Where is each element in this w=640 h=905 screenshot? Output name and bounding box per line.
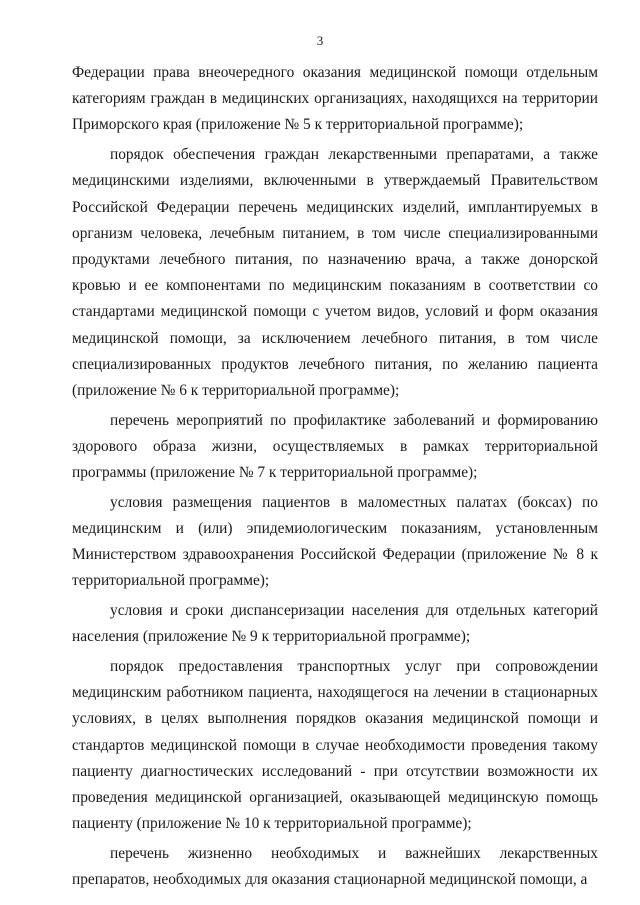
paragraph-continuation: Федерации права внеочередного оказания медицинской помощи отдельным категориям граждан в медицинских организациях, находящихся на территории Приморского края (приложение № 5 к территориальной программе);	[72, 64, 598, 134]
page-number: 3	[316, 33, 324, 48]
document-body	[72, 60, 598, 893]
paragraph-dispensary-conditions: условия и сроки диспансеризации населения для отдельных категорий населения (приложение № 9 к территориальной программе);	[72, 602, 598, 646]
paragraph-ward-conditions: условия размещения пациентов в маломестных палатах (боксах) по медицинским и (или) эпидемиологическим показаниям, установленным Министерством здравоохранения Российской Федерации (приложение № 8 к территориальной программе);	[72, 493, 598, 590]
paragraph-medicines-order: порядок обеспечения граждан лекарственными препаратами, а также медицинскими изделиями, включенными в утверждаемый Правительством Российской Федерации перечень медицинских изделий, имплантируемых в организм человека, лечебным питанием, в том числе специализированными продуктами лечебного питания, по назначению врача, а также донорской кровью и ее компонентами по медицинским показаниям в соответствии со стандартами медицинской помощи с учетом видов, условий и форм оказания медицинской помощи, за исключением лечебного питания, в том числе специализированных продуктов лечебного питания, по желанию пациента (приложение № 6 к территориальной программе);	[72, 146, 598, 399]
paragraph-transport-services: порядок предоставления транспортных услуг при сопровождении медицинским работником пациента, находящегося на лечении в стационарных условиях, в целях выполнения порядков оказания медицинской помощи и стандартов медицинской помощи в случае необходимости проведения такому пациенту диагностических исследований - при отсутствии возможности их проведения медицинской организацией, оказывающей медицинскую помощь пациенту (приложение № 10 к территориальной программе);	[72, 657, 598, 833]
paragraph-essential-drugs: перечень жизненно необходимых и важнейших лекарственных препаратов, необходимых для оказания стационарной медицинской помощи, а	[72, 844, 598, 889]
paragraph-prevention-measures: перечень мероприятий по профилактике заболеваний и формированию здорового образа жизни, осуществляемых в рамках территориальной программы (приложение № 7 к территориальной программе);	[72, 411, 598, 482]
